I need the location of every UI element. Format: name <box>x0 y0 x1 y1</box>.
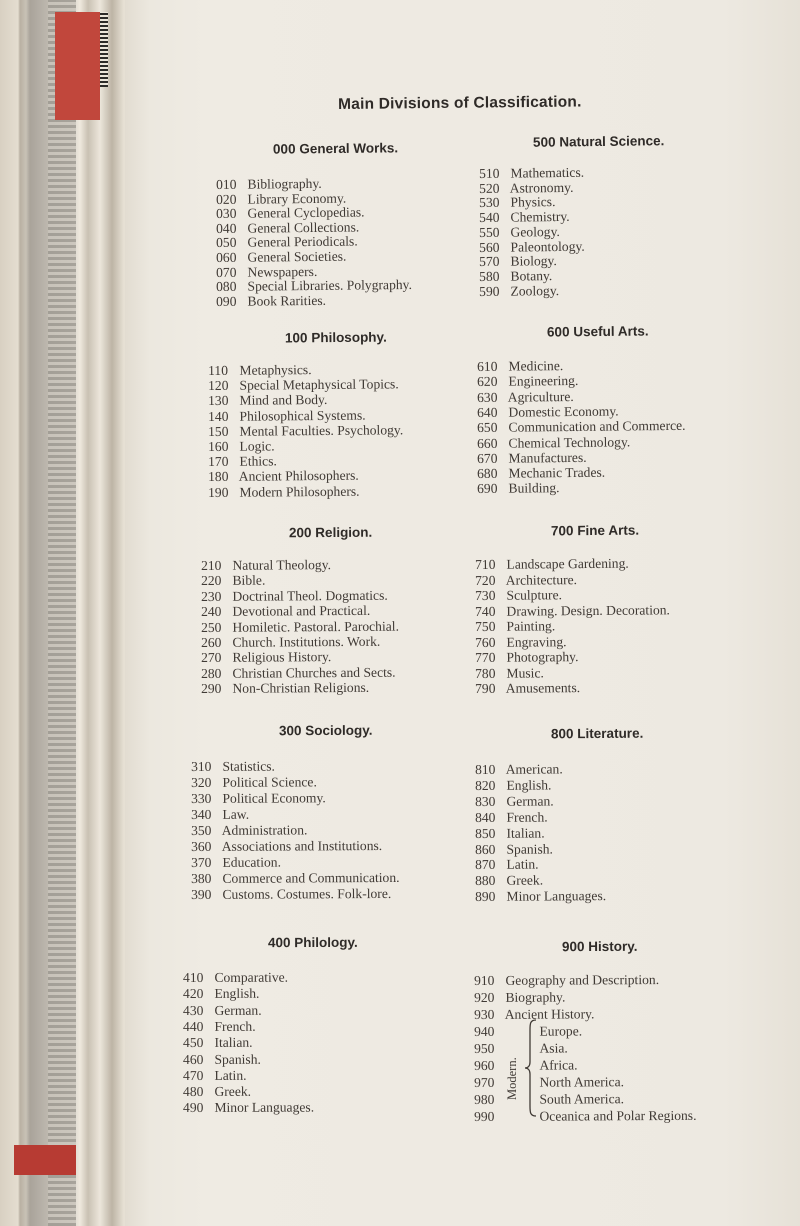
entry-code: 110 <box>208 362 229 378</box>
classification-entry <box>477 389 574 405</box>
entry-code: 550 <box>479 224 500 240</box>
entry-code: 310 <box>191 758 212 774</box>
classification-entry <box>475 841 553 857</box>
spine-fabric <box>48 0 76 1226</box>
entry-label: Chemistry. <box>510 208 570 225</box>
entry-label: South America. <box>539 1091 625 1107</box>
entry-label: Italian. <box>214 1034 253 1051</box>
entry-label: Political Economy. <box>222 790 326 806</box>
entry-code: 320 <box>191 774 212 790</box>
classification-entry <box>208 422 403 439</box>
entry-code: 270 <box>201 650 222 666</box>
entry-code: 150 <box>208 423 229 439</box>
entry-label: Special Metaphysical Topics. <box>239 376 399 393</box>
classification-entry <box>475 618 555 634</box>
entry-label: Domestic Economy. <box>508 403 619 420</box>
classification-entry <box>477 403 619 419</box>
classification-entry <box>479 238 585 254</box>
classification-entry <box>191 774 317 790</box>
classification-entry <box>201 587 388 603</box>
classification-entry <box>474 1074 624 1090</box>
section-heading: 100 Philosophy. <box>284 329 387 346</box>
entry-label: Comparative. <box>214 969 289 985</box>
entry-code: 880 <box>475 873 496 889</box>
entry-code: 170 <box>208 454 229 470</box>
classification-entry <box>479 253 557 269</box>
section-heading: 000 General Works. <box>272 140 399 157</box>
classification-entry <box>183 1002 262 1017</box>
entry-label: Painting. <box>506 618 556 634</box>
entry-label: Philosophical Systems. <box>239 407 366 424</box>
classification-entry <box>475 602 670 619</box>
classification-entry <box>475 665 544 681</box>
entry-code: 950 <box>474 1040 495 1056</box>
classification-entry <box>216 293 326 309</box>
entry-label: Ancient Philosophers. <box>238 468 359 485</box>
classification-entry <box>475 556 629 572</box>
classification-entry <box>475 572 577 588</box>
entry-label: Mathematics. <box>510 164 585 181</box>
entry-label: Modern Philosophers. <box>239 483 360 500</box>
entry-code: 910 <box>474 972 495 988</box>
entry-label: Geology. <box>510 223 560 240</box>
classification-entry <box>475 793 554 809</box>
classification-entry <box>208 468 359 484</box>
entry-code: 960 <box>474 1057 495 1073</box>
entry-code: 940 <box>474 1023 495 1039</box>
entry-label: Biology. <box>510 253 557 269</box>
modern-label: Modern. <box>505 1057 519 1100</box>
entry-label: Chemical Technology. <box>508 433 631 451</box>
entry-label: Political Science. <box>222 774 317 790</box>
entry-code: 730 <box>475 587 496 603</box>
entry-label: General Societies. <box>247 248 347 265</box>
entry-label: Latin. <box>214 1067 247 1083</box>
entry-label: Non-Christian Religions. <box>232 680 370 696</box>
entry-code: 130 <box>208 393 229 409</box>
entry-label: Church. Institutions. Work. <box>232 633 381 650</box>
entry-code: 790 <box>475 680 496 696</box>
entry-code: 510 <box>479 165 500 181</box>
entry-code: 060 <box>216 249 237 265</box>
entry-code: 760 <box>475 634 496 650</box>
entry-label: Italian. <box>506 825 545 841</box>
entry-label: Music. <box>506 664 544 681</box>
entry-label: French. <box>506 809 548 825</box>
entry-label: Newspapers. <box>247 263 318 280</box>
classification-entry <box>477 434 630 451</box>
entry-label: Greek. <box>214 1083 252 1099</box>
entry-label: Botany. <box>510 267 553 284</box>
entry-code: 430 <box>183 1002 204 1018</box>
spine-stitching <box>100 12 108 87</box>
entry-code: 850 <box>475 825 496 841</box>
entry-code: 680 <box>477 465 498 482</box>
classification-entry <box>475 680 580 696</box>
entry-label: North America. <box>539 1074 625 1090</box>
entry-code: 810 <box>475 761 496 777</box>
entry-code: 180 <box>208 469 229 485</box>
entry-code: 690 <box>477 481 498 497</box>
classification-entry <box>474 1041 568 1056</box>
entry-code: 160 <box>208 438 229 454</box>
entry-label: English. <box>214 986 260 1002</box>
entry-code: 660 <box>477 435 498 451</box>
classification-entry <box>216 277 412 294</box>
entry-code: 120 <box>208 378 229 394</box>
entry-label: Architecture. <box>505 571 578 588</box>
entry-label: Communication and Commerce. <box>508 418 686 435</box>
classification-entry <box>479 194 556 210</box>
classification-entry <box>477 481 560 497</box>
entry-code: 250 <box>201 619 222 635</box>
section-heading: 500 Natural Science. <box>532 133 665 150</box>
entry-label: Minor Languages. <box>214 1099 315 1116</box>
entry-code: 030 <box>216 205 237 222</box>
entry-code: 050 <box>216 235 237 251</box>
classification-entry <box>475 873 543 888</box>
classification-entry <box>477 465 605 481</box>
entry-label: Special Libraries. Polygraphy. <box>247 277 413 294</box>
entry-code: 260 <box>201 634 222 650</box>
entry-code: 380 <box>191 870 212 886</box>
entry-label: Engineering. <box>508 373 579 389</box>
section-heading: 600 Useful Arts. <box>546 323 649 340</box>
entry-code: 710 <box>475 556 496 572</box>
entry-label: Latin. <box>506 856 539 873</box>
entry-label: Engraving. <box>506 633 567 650</box>
entry-code: 720 <box>475 572 496 588</box>
classification-entry <box>201 603 370 619</box>
entry-label: Logic. <box>239 438 275 454</box>
entry-label: Landscape Gardening. <box>506 555 629 572</box>
entry-code: 990 <box>474 1108 495 1124</box>
entry-code: 860 <box>475 841 496 857</box>
classification-entry <box>183 1051 261 1066</box>
entry-code: 230 <box>201 588 222 604</box>
classification-entry <box>477 418 686 435</box>
spine-red-label-top <box>55 12 100 120</box>
classification-entry <box>477 450 587 466</box>
entry-label: Amusements. <box>505 680 581 696</box>
classification-entry <box>475 761 563 777</box>
entry-code: 440 <box>183 1018 204 1034</box>
classification-entry <box>183 1100 314 1115</box>
classification-entry <box>201 634 380 650</box>
entry-label: Building. <box>508 480 560 497</box>
classification-entry <box>208 407 366 423</box>
classification-entry <box>208 392 327 408</box>
entry-label: Mental Faculties. Psychology. <box>239 422 404 439</box>
entry-label: Ancient History. <box>504 1006 595 1022</box>
entry-code: 080 <box>216 278 237 295</box>
classification-entry <box>208 362 312 378</box>
classification-entry <box>475 809 548 825</box>
classification-entry <box>191 870 400 886</box>
entry-label: General Cyclopedias. <box>247 204 365 221</box>
entry-code: 780 <box>475 665 496 681</box>
entry-label: Law. <box>222 806 250 822</box>
entry-code: 210 <box>201 557 222 573</box>
classification-entry <box>191 886 391 902</box>
entry-label: Statistics. <box>222 758 275 774</box>
classification-entry <box>191 822 307 838</box>
entry-code: 610 <box>477 358 498 374</box>
classification-entry <box>479 283 559 299</box>
entry-code: 480 <box>183 1084 204 1100</box>
section-heading: 800 Literature. <box>550 725 644 742</box>
classification-entry <box>474 990 565 1005</box>
classification-entry <box>201 680 369 696</box>
classification-entry <box>477 358 563 374</box>
entry-code: 370 <box>191 854 212 870</box>
classification-entry <box>191 759 275 774</box>
entry-code: 830 <box>475 793 496 809</box>
entry-label: Drawing. Design. Decoration. <box>506 601 670 619</box>
classification-entry <box>475 777 551 793</box>
classification-entry <box>475 888 606 904</box>
entry-code: 330 <box>191 790 212 806</box>
entry-label: General Periodicals. <box>247 233 358 251</box>
classification-entry <box>201 618 399 634</box>
entry-label: Greek. <box>506 872 544 889</box>
entry-code: 670 <box>477 450 498 466</box>
entry-code: 460 <box>183 1051 204 1067</box>
entry-label: German. <box>506 793 554 809</box>
classification-entry <box>183 1019 256 1034</box>
entry-label: Book Rarities. <box>247 292 327 309</box>
entry-code: 450 <box>183 1035 204 1051</box>
entry-label: General Collections. <box>247 219 360 236</box>
entry-code: 040 <box>216 220 237 236</box>
entry-label: Astronomy. <box>509 179 574 196</box>
entry-label: Physics. <box>510 194 556 211</box>
entry-label: Geography and Description. <box>505 972 660 988</box>
entry-label: Doctrinal Theol. Dogmatics. <box>232 587 388 604</box>
entry-label: Photography. <box>506 649 579 665</box>
entry-label: Paleontology. <box>510 238 585 255</box>
classification-entry <box>479 165 584 181</box>
classification-entry <box>208 377 399 394</box>
classification-entry <box>479 209 570 225</box>
classification-entry <box>475 634 567 650</box>
entry-code: 570 <box>479 253 500 270</box>
entry-code: 240 <box>201 604 222 620</box>
entry-label: German. <box>214 1002 262 1018</box>
entry-code: 490 <box>183 1100 204 1116</box>
entry-code: 740 <box>475 603 496 619</box>
entry-code: 280 <box>201 665 222 681</box>
entry-code: 640 <box>477 404 498 420</box>
entry-code: 190 <box>208 484 229 500</box>
entry-label: Library Economy. <box>247 190 347 207</box>
classification-entry <box>183 1084 251 1099</box>
entry-label: Oceanica and Polar Regions. <box>539 1107 697 1124</box>
entry-label: Administration. <box>221 822 308 838</box>
classification-entry <box>475 857 539 872</box>
entry-code: 580 <box>479 268 500 284</box>
entry-code: 220 <box>201 573 222 589</box>
entry-code: 290 <box>201 681 222 697</box>
entry-label: Minor Languages. <box>506 888 607 904</box>
entry-code: 890 <box>475 889 496 905</box>
entry-label: Mind and Body. <box>239 392 328 409</box>
entry-code: 090 <box>216 293 237 309</box>
page-title: Main Divisions of Classification. <box>338 93 582 113</box>
entry-code: 340 <box>191 806 212 822</box>
classification-entry <box>216 176 322 192</box>
classification-entry <box>201 557 331 573</box>
entry-label: Christian Churches and Sects. <box>232 664 396 681</box>
entry-label: Bible. <box>232 572 266 589</box>
entry-code: 420 <box>183 986 204 1002</box>
entry-label: Customs. Costumes. Folk-lore. <box>222 885 392 902</box>
classification-entry <box>201 664 396 680</box>
entry-code: 010 <box>216 176 237 192</box>
classification-entry <box>477 373 578 389</box>
entry-code: 020 <box>216 191 237 207</box>
classification-entry <box>474 972 659 988</box>
entry-code: 410 <box>183 969 204 985</box>
entry-label: Africa. <box>539 1057 578 1073</box>
entry-label: American. <box>505 761 563 777</box>
entry-label: Associations and Institutions. <box>221 837 383 854</box>
entry-label: Medicine. <box>508 358 564 374</box>
classification-entry <box>216 249 346 265</box>
entry-label: English. <box>506 777 552 793</box>
classification-entry <box>183 1035 253 1050</box>
entry-label: French. <box>214 1018 256 1034</box>
classification-entry <box>475 825 545 840</box>
entry-label: Commerce and Communication. <box>222 869 400 886</box>
spine-red-label-bottom <box>14 1145 76 1175</box>
classification-entry <box>183 1068 247 1083</box>
entry-label: Spanish. <box>214 1051 261 1067</box>
entry-label: Ethics. <box>239 453 277 469</box>
section-heading: 700 Fine Arts. <box>550 522 640 539</box>
classification-entry <box>474 1108 697 1124</box>
entry-label: Bibliography. <box>247 175 322 192</box>
entry-label: Asia. <box>539 1040 568 1056</box>
entry-label: Europe. <box>539 1023 583 1039</box>
classification-entry <box>191 807 249 822</box>
classification-entry <box>208 438 275 454</box>
classification-entry <box>208 454 277 470</box>
classification-entry <box>479 224 560 240</box>
entry-label: Spanish. <box>506 840 553 857</box>
entry-code: 770 <box>475 649 496 665</box>
classification-entry <box>474 1091 624 1107</box>
entry-code: 970 <box>474 1074 495 1090</box>
entry-label: Education. <box>222 854 281 870</box>
entry-label: Homiletic. Pastoral. Parochial. <box>232 618 399 635</box>
classification-entry <box>475 587 562 603</box>
entry-code: 560 <box>479 239 500 255</box>
entry-code: 520 <box>479 180 500 196</box>
classification-entry <box>208 483 360 499</box>
entry-code: 540 <box>479 209 500 226</box>
classification-entry <box>191 790 326 806</box>
entry-code: 350 <box>191 822 212 838</box>
entry-label: Biography. <box>505 989 566 1005</box>
entry-code: 070 <box>216 264 237 280</box>
entry-code: 470 <box>183 1067 204 1083</box>
classification-entry <box>479 268 552 284</box>
entry-label: Natural Theology. <box>232 557 332 573</box>
section-heading: 400 Philology. <box>267 934 358 951</box>
entry-code: 390 <box>191 886 212 902</box>
entry-code: 620 <box>477 374 498 390</box>
classification-entry <box>201 649 331 665</box>
classification-entry <box>479 180 574 196</box>
entry-label: Mechanic Trades. <box>508 464 606 481</box>
entry-code: 750 <box>475 618 496 634</box>
entry-label: Manufactures. <box>508 449 587 466</box>
entry-code: 650 <box>477 419 498 436</box>
entry-code: 140 <box>208 408 229 424</box>
classification-entry <box>183 970 288 985</box>
entry-label: Metaphysics. <box>239 362 312 378</box>
entry-code: 870 <box>475 857 496 873</box>
entry-label: Zoology. <box>510 282 560 299</box>
entry-code: 530 <box>479 195 500 211</box>
classification-entry <box>475 649 579 665</box>
modern-brace <box>524 1018 538 1122</box>
entry-code: 630 <box>477 389 498 405</box>
entry-label: Religious History. <box>232 649 332 666</box>
section-heading: 200 Religion. <box>288 524 373 541</box>
entry-code: 840 <box>475 809 496 825</box>
section-heading: 900 History. <box>561 938 638 955</box>
entry-code: 360 <box>191 838 212 854</box>
entry-label: Agriculture. <box>507 388 574 405</box>
entry-code: 980 <box>474 1091 495 1107</box>
brace-shape <box>524 1018 538 1118</box>
classification-entry <box>191 855 281 870</box>
classification-entry <box>201 573 265 588</box>
entry-code: 920 <box>474 989 495 1005</box>
entry-label: Devotional and Practical. <box>232 603 371 619</box>
entry-code: 590 <box>479 283 500 299</box>
classification-entry <box>191 838 382 854</box>
classification-entry <box>183 986 259 1001</box>
entry-code: 820 <box>475 777 496 793</box>
section-heading: 300 Sociology. <box>278 722 373 739</box>
entry-code: 930 <box>474 1006 495 1022</box>
entry-label: Sculpture. <box>506 587 563 603</box>
